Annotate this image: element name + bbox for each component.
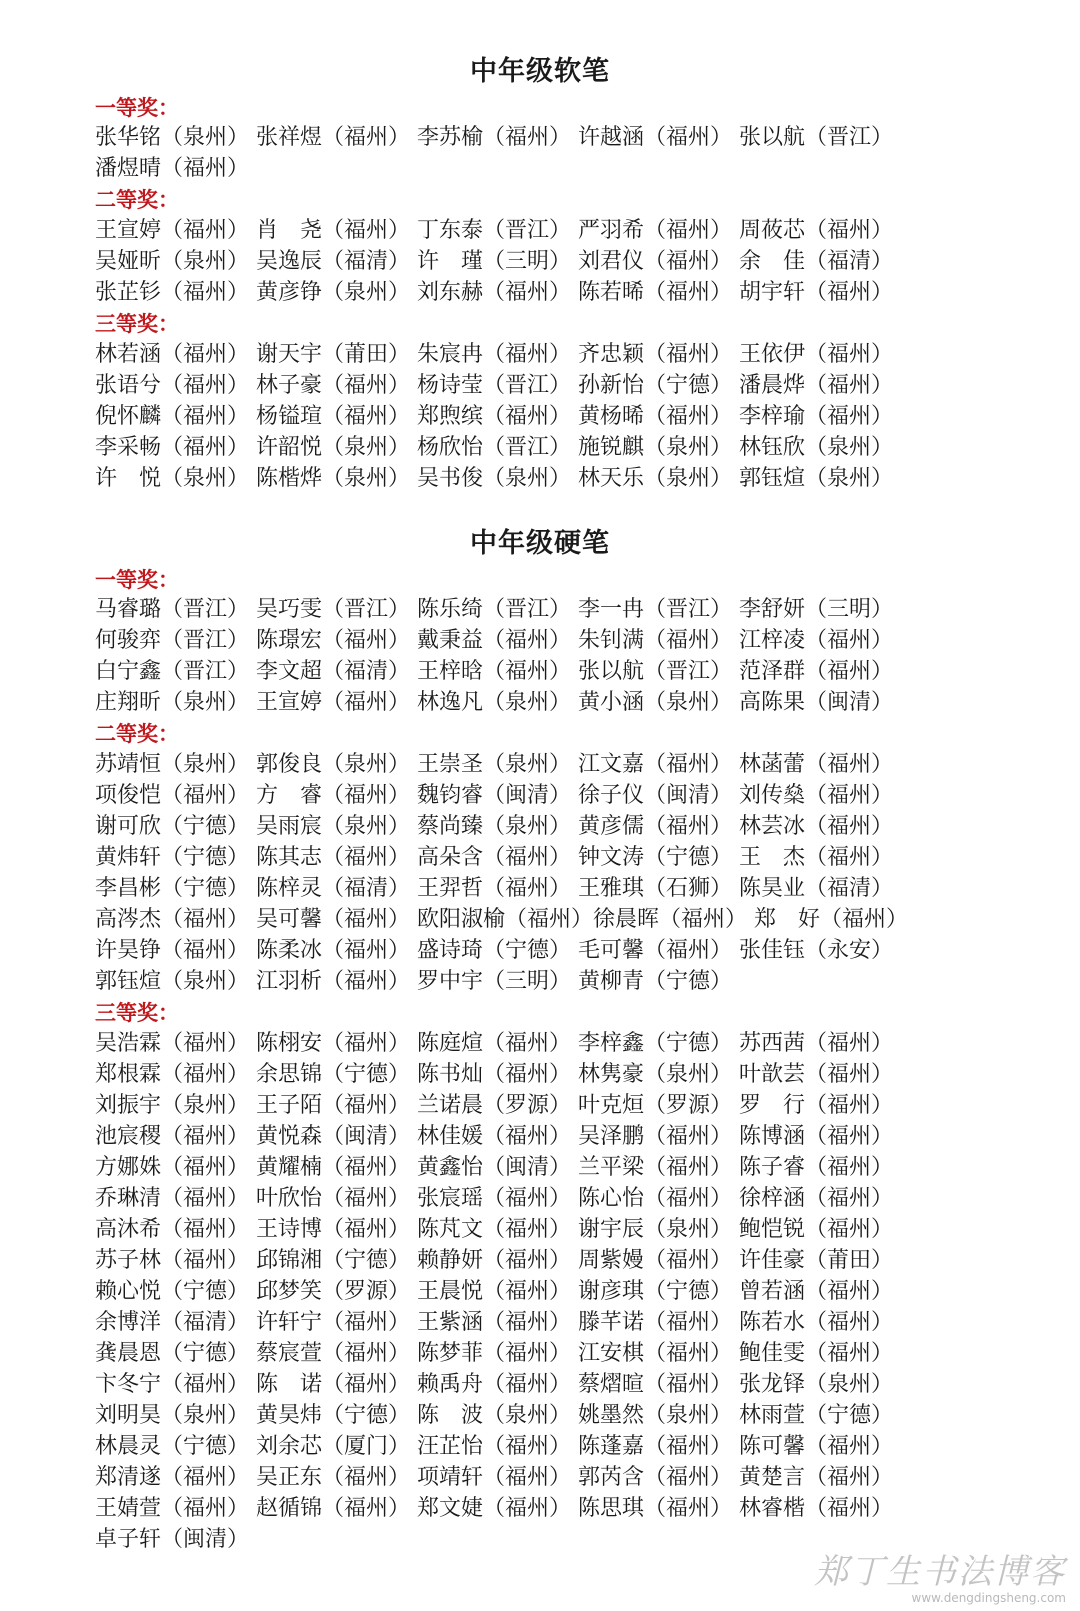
award-label-second: 二等奖：: [95, 187, 179, 212]
award-label-first: 一等奖：: [95, 567, 179, 592]
award-label-first: 一等奖：: [95, 95, 179, 120]
name-row: 林晨灵（宁德） 刘余芯（厦门） 汪芷怡（福州） 陈蓬嘉（福州） 陈可馨（福州）: [95, 1434, 893, 1459]
name-row: 刘明昊（泉州） 黄昊炜（宁德） 陈 波（泉州） 姚墨然（泉州） 林雨萱（宁德）: [95, 1403, 893, 1428]
name-row: 苏子林（福州） 邱锦湘（宁德） 赖静妍（福州） 周紫嫚（福州） 许佳豪（莆田）: [95, 1248, 893, 1273]
name-row: 张芷钐（福州） 黄彦铮（泉州） 刘东赫（福州） 陈若晞（福州） 胡宇轩（福州）: [95, 280, 893, 305]
award-label-third: 三等奖：: [95, 311, 179, 336]
name-row: 黄炜轩（宁德） 陈其志（福州） 高朵含（福州） 钟文涛（宁德） 王 杰（福州）: [95, 845, 893, 870]
name-row: 方娜姝（福州） 黄耀楠（福州） 黄鑫怡（闽清） 兰平梁（福州） 陈子睿（福州）: [95, 1155, 893, 1180]
name-row: 吴浩霖（福州） 陈栩安（福州） 陈庭煊（福州） 李梓鑫（宁德） 苏西茜（福州）: [95, 1031, 893, 1056]
name-row: 庄翔昕（泉州） 王宣婷（福州） 林逸凡（泉州） 黄小涵（泉州） 高陈果（闽清）: [95, 690, 893, 715]
name-row: 王宣婷（福州） 肖 尧（福州） 丁东泰（晋江） 严羽希（福州） 周莜芯（福州）: [95, 218, 893, 243]
name-row: 龚晨恩（宁德） 蔡宸萱（福州） 陈梦菲（福州） 江安棋（福州） 鲍佳雯（福州）: [95, 1341, 893, 1366]
name-row: 郑根霖（福州） 余思锦（宁德） 陈书灿（福州） 林隽豪（泉州） 叶歆芸（福州）: [95, 1062, 893, 1087]
award-label-second: 二等奖：: [95, 721, 179, 746]
name-row: 谢可欣（宁德） 吴雨宸（泉州） 蔡尚臻（泉州） 黄彦儒（福州） 林芸冰（福州）: [95, 814, 893, 839]
name-row: 项俊恺（福州） 方 睿（福州） 魏钧睿（闽清） 徐子仪（闽清） 刘传燊（福州）: [95, 783, 893, 808]
watermark: [814, 1553, 1066, 1605]
name-row: 马睿璐（晋江） 吴巧雯（晋江） 陈乐绮（晋江） 李一冉（晋江） 李舒妍（三明）: [95, 597, 893, 622]
name-row: 刘振宇（泉州） 王子陌（福州） 兰诺晨（罗源） 叶克烜（罗源） 罗 行（福州）: [95, 1093, 893, 1118]
name-row: 余博洋（福清） 许轩宁（福州） 王紫涵（福州） 滕芊诺（福州） 陈若水（福州）: [95, 1310, 893, 1335]
name-row: 林若涵（福州） 谢天宇（莆田） 朱宸冉（福州） 齐忠颖（福州） 王依伊（福州）: [95, 342, 893, 367]
section-title-soft-brush: 中年级软笔: [470, 56, 610, 87]
name-row: 郑清遂（福州） 吴正东（福州） 项靖轩（福州） 郭芮含（福州） 黄楚言（福州）: [95, 1465, 893, 1490]
name-row: 赖心悦（宁德） 邱梦笑（罗源） 王晨悦（福州） 谢彦琪（宁德） 曾若涵（福州）: [95, 1279, 893, 1304]
watermark-url: www.dengdingsheng.com: [911, 1591, 1066, 1605]
name-row: 卓子轩（闽清）: [95, 1527, 250, 1552]
name-row: 李昌彬（宁德） 陈梓灵（福清） 王羿哲（福州） 王雅琪（石狮） 陈昊业（福清）: [95, 876, 893, 901]
name-row: 李采畅（福州） 许韶悦（泉州） 杨欣怡（晋江） 施锐麒（泉州） 林钰欣（泉州）: [95, 435, 893, 460]
name-row: 白宁鑫（晋江） 李文超（福清） 王梓晗（福州） 张以航（晋江） 范泽群（福州）: [95, 659, 893, 684]
name-row: 高涔杰（福州） 吴可馨（福州） 欧阳淑榆（福州）徐晨晖（福州） 郑 好（福州）: [95, 907, 908, 932]
name-row: 张华铭（泉州） 张祥煜（福州） 李苏榆（福州） 许越涵（福州） 张以航（晋江）: [95, 125, 893, 150]
name-row: 许 悦（泉州） 陈楷烨（泉州） 吴书俊（泉州） 林天乐（泉州） 郭钰煊（泉州）: [95, 466, 893, 491]
name-row: 池宸稷（福州） 黄悦森（闽清） 林佳媛（福州） 吴泽鹏（福州） 陈博涵（福州）: [95, 1124, 893, 1149]
name-row: 许昊铮（福州） 陈柔冰（福州） 盛诗琦（宁德） 毛可馨（福州） 张佳钰（永安）: [95, 938, 893, 963]
name-row: 苏靖恒（泉州） 郭俊良（泉州） 王崇圣（泉州） 江文嘉（福州） 林菡蕾（福州）: [95, 752, 893, 777]
name-row: 王婧萱（福州） 赵循锦（福州） 郑文婕（福州） 陈思琪（福州） 林睿楷（福州）: [95, 1496, 893, 1521]
name-row: 高沐希（福州） 王诗博（福州） 陈芃文（福州） 谢宇辰（泉州） 鲍恺锐（福州）: [95, 1217, 893, 1242]
name-row: 张语兮（福州） 林子豪（福州） 杨诗莹（晋江） 孙新怡（宁德） 潘晨烨（福州）: [95, 373, 893, 398]
name-row: 潘煜晴（福州）: [95, 156, 250, 181]
name-row: 倪怀麟（福州） 杨镒瑄（福州） 郑煦缤（福州） 黄杨晞（福州） 李梓瑜（福州）: [95, 404, 893, 429]
award-label-third: 三等奖：: [95, 1000, 179, 1025]
name-row: 吴娅昕（泉州） 吴逸辰（福清） 许 瑾（三明） 刘君仪（福州） 余 佳（福清）: [95, 249, 893, 274]
name-row: 乔琳清（福州） 叶欣怡（福州） 张宸瑶（福州） 陈心怡（福州） 徐梓涵（福州）: [95, 1186, 893, 1211]
section-title-hard-pen: 中年级硬笔: [470, 528, 610, 559]
name-row: 卞冬宁（福州） 陈 诺（福州） 赖禹舟（福州） 蔡熠暄（福州） 张龙铎（泉州）: [95, 1372, 893, 1397]
name-row: 郭钰煊（泉州） 江羽析（福州） 罗中宇（三明） 黄柳青（宁德）: [95, 969, 732, 994]
name-row: 何骏弈（晋江） 陈璟宏（福州） 戴秉益（福州） 朱钊满（福州） 江梓凌（福州）: [95, 628, 893, 653]
watermark-text: 郑丁生书法博客: [814, 1552, 1066, 1592]
